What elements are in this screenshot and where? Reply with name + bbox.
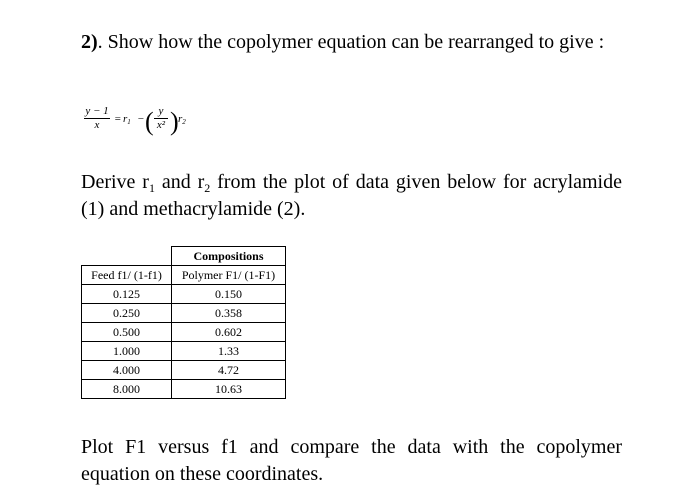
feed-value: 8.000 [82, 380, 172, 399]
right-paren: ) [170, 107, 179, 136]
table-row [82, 304, 286, 323]
inner-fraction [154, 105, 168, 132]
table-row [82, 342, 286, 361]
feed-value: 1.000 [82, 342, 172, 361]
table-row [82, 323, 286, 342]
feed-value: 0.250 [82, 304, 172, 323]
table-row [82, 380, 286, 399]
polymer-value: 10.63 [172, 380, 286, 399]
lhs-denominator: x [94, 119, 100, 131]
polymer-value: 0.150 [172, 285, 286, 304]
polymer-value: 0.358 [172, 304, 286, 323]
left-paren: ( [145, 107, 154, 136]
feed-value: 0.500 [82, 323, 172, 342]
inner-denominator: x² [156, 119, 166, 131]
polymer-column-header: Polymer F1/ (1-F1) [172, 266, 286, 285]
table-column-header-row [82, 266, 286, 285]
composition-table [81, 246, 286, 399]
lhs-fraction [84, 105, 110, 132]
equals-sign: = [114, 113, 122, 125]
question-number: 2) [81, 31, 98, 53]
question-intro [81, 29, 622, 56]
table-group-header-row [82, 247, 286, 266]
r2-symbol: $r_2$ [178, 113, 186, 126]
polymer-value: 4.72 [172, 361, 286, 380]
lhs-numerator: y − 1 [85, 105, 109, 117]
table-blank-cell [82, 247, 172, 266]
compositions-header: Compositions [172, 247, 286, 266]
minus-sign: − [137, 113, 145, 125]
r1-symbol: $r_1$ [123, 113, 131, 126]
polymer-value: 0.602 [172, 323, 286, 342]
table-row [82, 285, 286, 304]
feed-value: 0.125 [82, 285, 172, 304]
question-text: . Show how the copolymer equation can be rearranged to give : [97, 31, 605, 53]
plot-instruction: Plot F1 versus f1 and compare the data with the copolymer equation on these coordinates. [81, 436, 622, 485]
derive-instruction: Derive $r_1$ and $r_2$ from the plot of data given below for acrylamide (1) and methacrylamide (2). [81, 171, 622, 220]
feed-value: 4.000 [82, 361, 172, 380]
polymer-value: 1.33 [172, 342, 286, 361]
inner-numerator: y [154, 105, 168, 119]
feed-column-header: Feed f1/ (1-f1) [82, 266, 172, 285]
table-row [82, 361, 286, 380]
